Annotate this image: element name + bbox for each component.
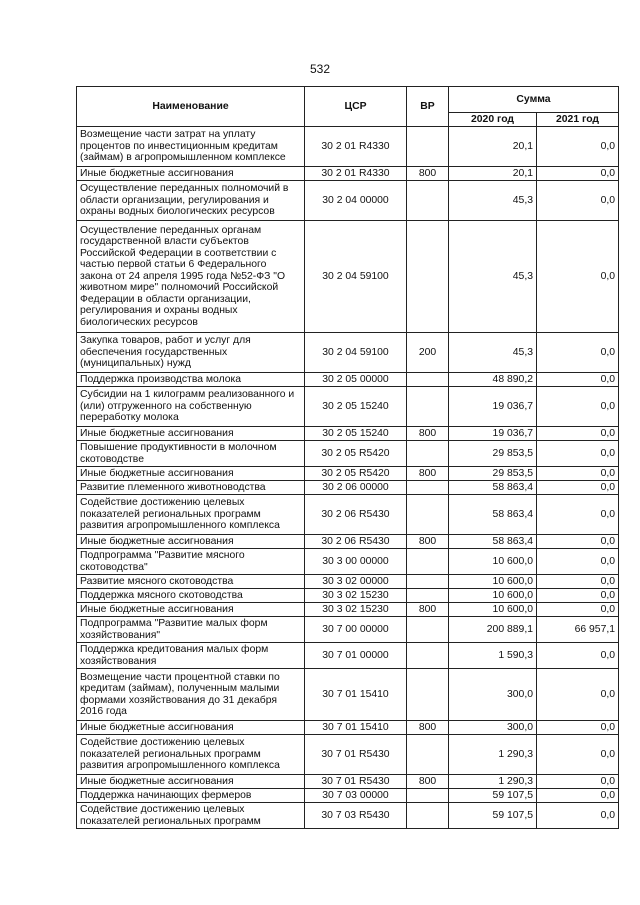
row-csr: 30 2 05 00000 <box>305 373 407 387</box>
row-vr: 800 <box>407 775 449 789</box>
table-row <box>77 373 619 387</box>
row-sum-2021: 0,0 <box>537 803 619 829</box>
row-csr: 30 7 01 00000 <box>305 643 407 669</box>
row-csr: 30 7 01 15410 <box>305 669 407 721</box>
row-name: Содействие достижению целевых показателей региональных программ <box>77 803 305 829</box>
row-sum-2021: 0,0 <box>537 387 619 427</box>
table-row <box>77 221 619 333</box>
row-sum-2020: 10 600,0 <box>449 589 537 603</box>
row-sum-2021: 0,0 <box>537 575 619 589</box>
row-vr <box>407 387 449 427</box>
row-sum-2021: 0,0 <box>537 441 619 467</box>
row-sum-2020: 1 590,3 <box>449 643 537 669</box>
header-2020: 2020 год <box>449 113 537 127</box>
row-name: Закупка товаров, работ и услуг для обеспечения государственных (муниципальных) нужд <box>77 333 305 373</box>
row-name: Подпрограмма "Развитие малых форм хозяйствования" <box>77 617 305 643</box>
header-vr: ВР <box>407 87 449 127</box>
row-sum-2021: 0,0 <box>537 669 619 721</box>
row-name: Развитие мясного скотоводства <box>77 575 305 589</box>
row-vr <box>407 373 449 387</box>
row-sum-2020: 20,1 <box>449 127 537 167</box>
table-row <box>77 535 619 549</box>
row-name: Возмещение части затрат на уплату процентов по инвестиционным кредитам (займам) в агропромышленном комплексе <box>77 127 305 167</box>
row-vr: 800 <box>407 603 449 617</box>
row-name: Поддержка производства молока <box>77 373 305 387</box>
row-sum-2020: 19 036,7 <box>449 427 537 441</box>
table-row <box>77 495 619 535</box>
row-vr <box>407 589 449 603</box>
budget-table <box>76 86 619 829</box>
row-sum-2020: 200 889,1 <box>449 617 537 643</box>
table-body <box>77 127 619 829</box>
row-sum-2021: 0,0 <box>537 789 619 803</box>
row-sum-2020: 48 890,2 <box>449 373 537 387</box>
row-vr <box>407 789 449 803</box>
row-name: Иные бюджетные ассигнования <box>77 721 305 735</box>
table-row <box>77 181 619 221</box>
table-row <box>77 789 619 803</box>
row-sum-2020: 1 290,3 <box>449 775 537 789</box>
row-name: Иные бюджетные ассигнования <box>77 775 305 789</box>
row-csr: 30 2 04 59100 <box>305 333 407 373</box>
page-number: 532 <box>309 62 331 76</box>
table-row <box>77 549 619 575</box>
row-sum-2020: 19 036,7 <box>449 387 537 427</box>
row-name: Повышение продуктивности в молочном скотоводстве <box>77 441 305 467</box>
table-row <box>77 735 619 775</box>
row-name: Осуществление переданных органам государственной власти субъектов Российской Федерации в соответствии с частью первой статьи 6 Федерального закона от 24 апреля 1995 года №52-ФЗ "О животном мире" полномочий Российской Федерации в области организации, регулирования и охраны водных биологических ресурсов <box>77 221 305 333</box>
row-name: Возмещение части процентной ставки по кредитам (займам), полученным малыми формами хозяйствования до 31 декабря 2016 года <box>77 669 305 721</box>
row-name: Субсидии на 1 килограмм реализованного и (или) отгруженного на собственную переработку молока <box>77 387 305 427</box>
row-vr <box>407 735 449 775</box>
row-csr: 30 7 03 00000 <box>305 789 407 803</box>
row-sum-2020: 59 107,5 <box>449 803 537 829</box>
row-sum-2020: 300,0 <box>449 721 537 735</box>
table-row <box>77 617 619 643</box>
row-vr <box>407 441 449 467</box>
table-row <box>77 467 619 481</box>
row-vr <box>407 481 449 495</box>
row-sum-2021: 0,0 <box>537 643 619 669</box>
row-sum-2021: 0,0 <box>537 333 619 373</box>
table-row <box>77 427 619 441</box>
header-2021: 2021 год <box>537 113 619 127</box>
row-name: Поддержка мясного скотоводства <box>77 589 305 603</box>
row-sum-2020: 29 853,5 <box>449 467 537 481</box>
row-name: Иные бюджетные ассигнования <box>77 535 305 549</box>
row-sum-2021: 0,0 <box>537 549 619 575</box>
row-sum-2020: 58 863,4 <box>449 535 537 549</box>
row-name: Подпрограмма "Развитие мясного скотоводства" <box>77 549 305 575</box>
row-vr <box>407 643 449 669</box>
row-sum-2020: 58 863,4 <box>449 495 537 535</box>
row-csr: 30 2 05 R5420 <box>305 441 407 467</box>
row-vr: 800 <box>407 721 449 735</box>
row-name: Развитие племенного животноводства <box>77 481 305 495</box>
table-row <box>77 775 619 789</box>
row-sum-2020: 45,3 <box>449 221 537 333</box>
row-sum-2021: 0,0 <box>537 181 619 221</box>
row-sum-2021: 0,0 <box>537 495 619 535</box>
row-csr: 30 3 02 00000 <box>305 575 407 589</box>
row-vr <box>407 221 449 333</box>
row-sum-2020: 45,3 <box>449 333 537 373</box>
row-csr: 30 2 01 R4330 <box>305 127 407 167</box>
row-name: Иные бюджетные ассигнования <box>77 467 305 481</box>
row-csr: 30 3 00 00000 <box>305 549 407 575</box>
row-vr: 800 <box>407 535 449 549</box>
row-sum-2020: 58 863,4 <box>449 481 537 495</box>
header-sum: Сумма <box>449 87 619 113</box>
row-vr: 200 <box>407 333 449 373</box>
row-sum-2020: 59 107,5 <box>449 789 537 803</box>
row-name: Содействие достижению целевых показателей региональных программ развития агропромышленного комплекса <box>77 735 305 775</box>
row-name: Осуществление переданных полномочий в области организации, регулирования и охраны водных биологических ресурсов <box>77 181 305 221</box>
row-vr: 800 <box>407 427 449 441</box>
row-sum-2021: 0,0 <box>537 775 619 789</box>
row-sum-2021: 0,0 <box>537 735 619 775</box>
row-sum-2020: 10 600,0 <box>449 575 537 589</box>
row-csr: 30 2 05 15240 <box>305 387 407 427</box>
table-row <box>77 589 619 603</box>
row-sum-2021: 0,0 <box>537 373 619 387</box>
row-csr: 30 2 05 R5420 <box>305 467 407 481</box>
row-sum-2021: 0,0 <box>537 221 619 333</box>
row-csr: 30 2 06 R5430 <box>305 535 407 549</box>
row-vr <box>407 617 449 643</box>
row-csr: 30 2 04 00000 <box>305 181 407 221</box>
table-row <box>77 643 619 669</box>
row-csr: 30 7 01 R5430 <box>305 775 407 789</box>
row-sum-2021: 0,0 <box>537 467 619 481</box>
row-sum-2021: 0,0 <box>537 721 619 735</box>
row-csr: 30 2 06 R5430 <box>305 495 407 535</box>
table-row <box>77 127 619 167</box>
row-vr <box>407 495 449 535</box>
row-sum-2020: 45,3 <box>449 181 537 221</box>
row-csr: 30 3 02 15230 <box>305 603 407 617</box>
table-row <box>77 481 619 495</box>
row-name: Иные бюджетные ассигнования <box>77 603 305 617</box>
row-csr: 30 2 05 15240 <box>305 427 407 441</box>
row-sum-2021: 66 957,1 <box>537 617 619 643</box>
row-sum-2020: 300,0 <box>449 669 537 721</box>
row-sum-2020: 1 290,3 <box>449 735 537 775</box>
row-vr <box>407 549 449 575</box>
table-row <box>77 387 619 427</box>
row-sum-2021: 0,0 <box>537 167 619 181</box>
row-sum-2021: 0,0 <box>537 481 619 495</box>
row-sum-2021: 0,0 <box>537 127 619 167</box>
row-sum-2021: 0,0 <box>537 427 619 441</box>
row-sum-2021: 0,0 <box>537 589 619 603</box>
row-sum-2020: 20,1 <box>449 167 537 181</box>
row-csr: 30 2 06 00000 <box>305 481 407 495</box>
row-csr: 30 2 01 R4330 <box>305 167 407 181</box>
header-name: Наименование <box>77 87 305 127</box>
row-vr <box>407 669 449 721</box>
header-csr: ЦСР <box>305 87 407 127</box>
row-vr <box>407 127 449 167</box>
row-csr: 30 7 01 R5430 <box>305 735 407 775</box>
row-name: Поддержка кредитования малых форм хозяйствования <box>77 643 305 669</box>
row-vr: 800 <box>407 167 449 181</box>
row-sum-2020: 10 600,0 <box>449 549 537 575</box>
row-vr <box>407 803 449 829</box>
row-vr <box>407 181 449 221</box>
row-vr: 800 <box>407 467 449 481</box>
table-row <box>77 441 619 467</box>
table-row <box>77 603 619 617</box>
table-row <box>77 803 619 829</box>
table-row <box>77 333 619 373</box>
row-csr: 30 7 03 R5430 <box>305 803 407 829</box>
row-sum-2020: 29 853,5 <box>449 441 537 467</box>
row-csr: 30 2 04 59100 <box>305 221 407 333</box>
row-name: Иные бюджетные ассигнования <box>77 427 305 441</box>
row-csr: 30 7 01 15410 <box>305 721 407 735</box>
table-row <box>77 721 619 735</box>
table-row <box>77 669 619 721</box>
row-name: Иные бюджетные ассигнования <box>77 167 305 181</box>
row-name: Содействие достижению целевых показателей региональных программ развития агропромышленного комплекса <box>77 495 305 535</box>
row-csr: 30 7 00 00000 <box>305 617 407 643</box>
row-vr <box>407 575 449 589</box>
row-name: Поддержка начинающих фермеров <box>77 789 305 803</box>
table-row <box>77 575 619 589</box>
table-row <box>77 167 619 181</box>
row-sum-2021: 0,0 <box>537 603 619 617</box>
row-sum-2021: 0,0 <box>537 535 619 549</box>
row-sum-2020: 10 600,0 <box>449 603 537 617</box>
row-csr: 30 3 02 15230 <box>305 589 407 603</box>
